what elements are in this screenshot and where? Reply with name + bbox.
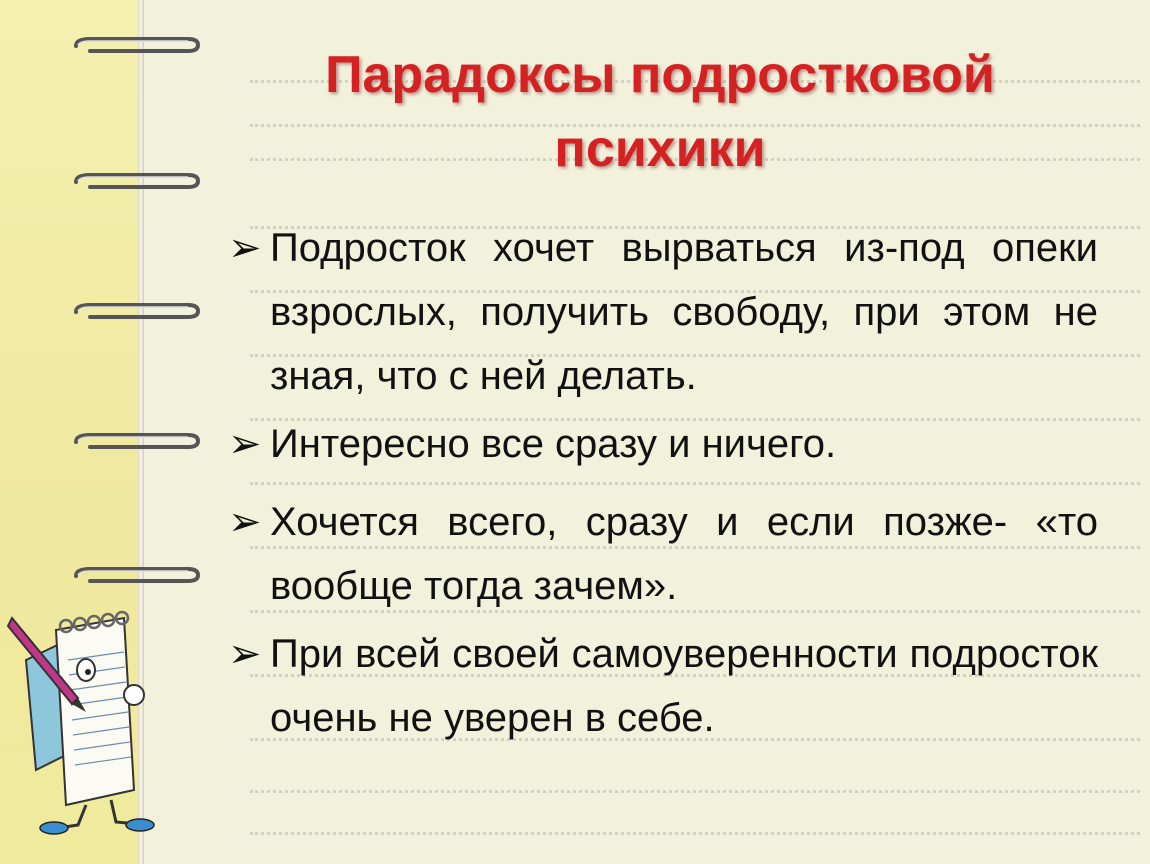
bullet-arrow-icon: ➢	[228, 422, 262, 466]
bullet-item	[228, 216, 1098, 408]
spiral-ring-icon	[70, 36, 202, 54]
notebook-mascot-icon	[6, 600, 156, 835]
bullet-text: При всей своей самоуверенности подросток очень не уверен в себе.	[270, 632, 1098, 740]
bullet-text: Интересно все сразу и ничего.	[270, 422, 837, 466]
bullet-arrow-icon: ➢	[228, 632, 262, 676]
bullet-item	[228, 490, 1098, 618]
bullet-arrow-icon: ➢	[228, 500, 262, 544]
spiral-ring-icon	[70, 302, 202, 320]
bullet-item	[228, 622, 1098, 750]
ruled-line	[250, 832, 1140, 835]
spiral-ring-icon	[70, 172, 202, 190]
bullet-arrow-icon: ➢	[228, 226, 262, 270]
bullet-item	[228, 412, 1098, 476]
ruled-line	[250, 790, 1140, 793]
spiral-ring-icon	[70, 566, 202, 584]
bullet-text: Подросток хочет вырваться из-под опеки взрослых, получить свободу, при этом не зная, что с ней делать.	[270, 226, 1098, 398]
spiral-ring-icon	[70, 432, 202, 450]
slide-title-line-2: психики	[554, 120, 766, 178]
slide-title-line-1: Парадоксы подростковой	[325, 46, 995, 104]
bullet-text: Хочется всего, сразу и если позже- «то вообще тогда зачем».	[270, 500, 1098, 608]
ruled-line	[250, 482, 1140, 485]
